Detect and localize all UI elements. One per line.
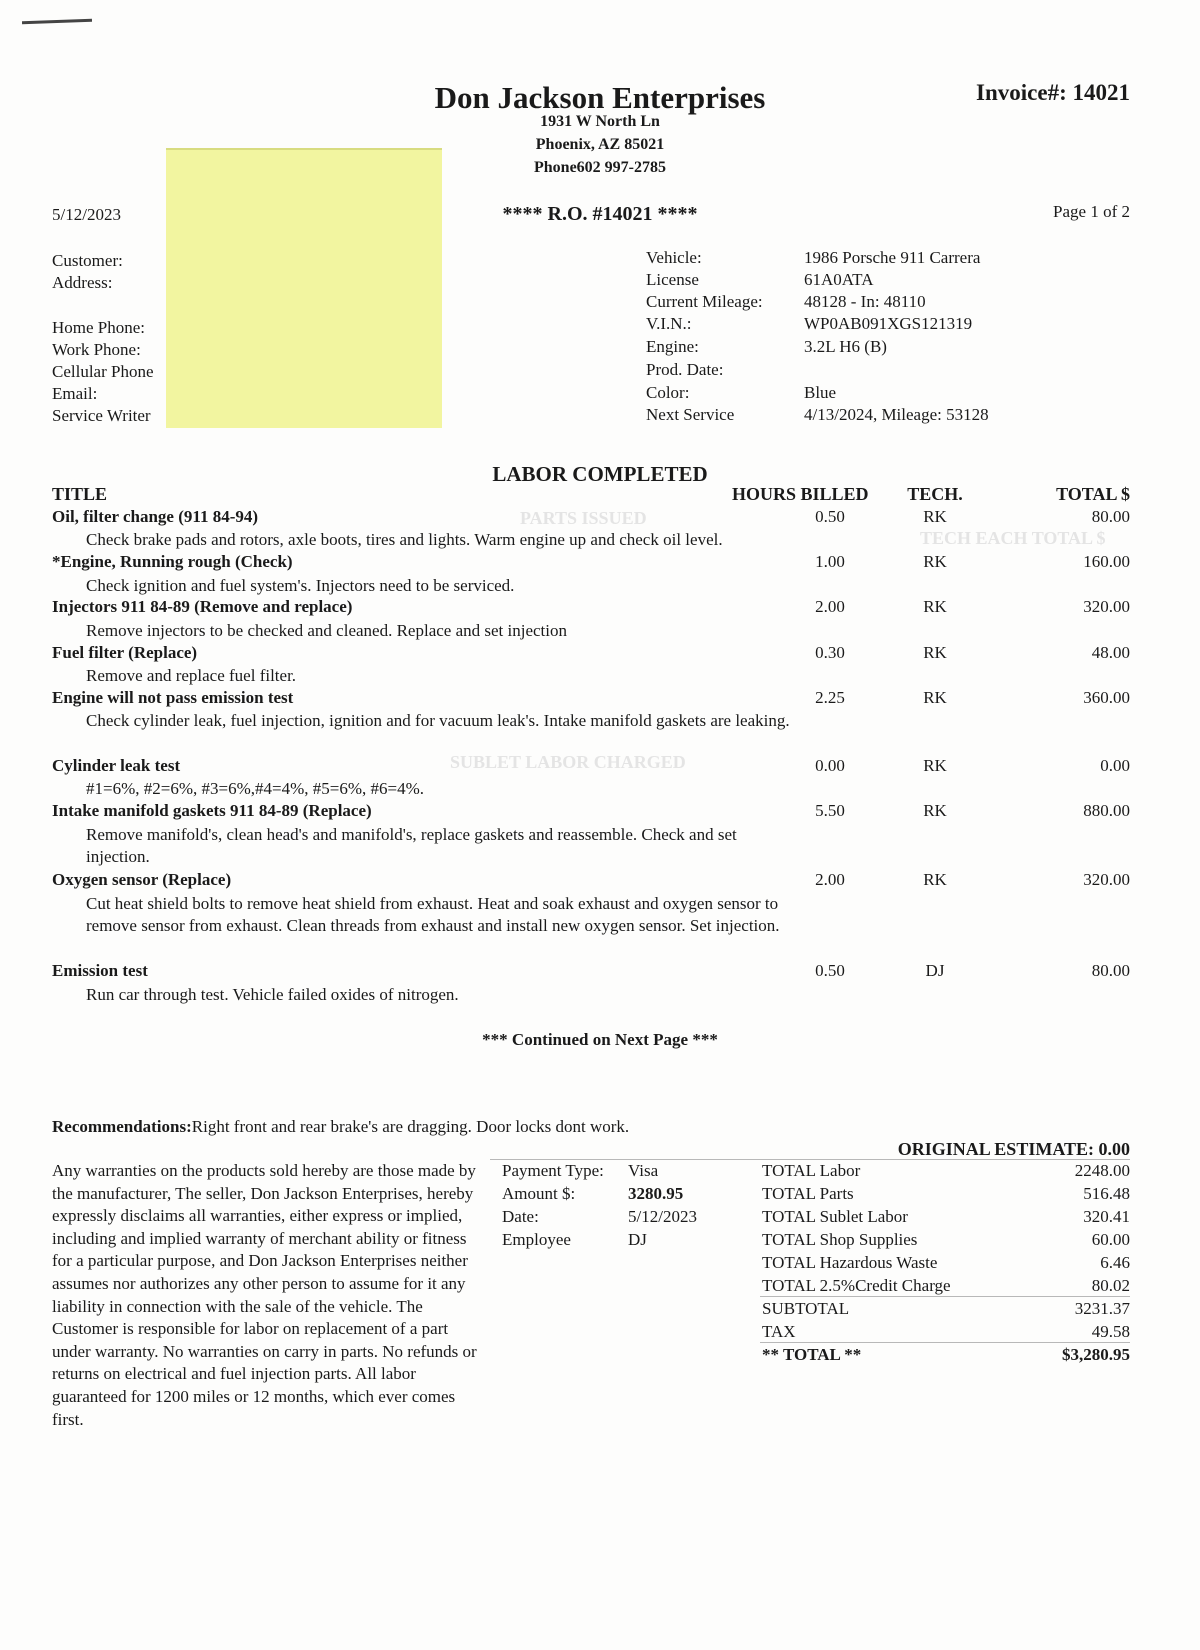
divider — [490, 1159, 1130, 1160]
labor-row-tech: RK — [923, 507, 947, 526]
labor-row-total: 160.00 — [1083, 552, 1130, 571]
divider — [760, 1342, 1130, 1343]
recommendations-text: Right front and rear brake's are dragging. Door locks dont work. — [191, 1117, 630, 1136]
payment-type-label: Payment Type: — [502, 1161, 604, 1180]
total-value: 80.02 — [1091, 1276, 1130, 1295]
labor-row-hours: 2.00 — [815, 597, 845, 616]
labor-row-title: Emission test — [52, 961, 148, 980]
work-phone-label: Work Phone: — [52, 340, 141, 359]
scan-mark — [22, 19, 92, 24]
mileage-value: 48128 - In: 48110 — [804, 292, 926, 311]
prod-date-label: Prod. Date: — [646, 360, 724, 379]
labor-row-tech: RK — [923, 801, 947, 820]
payment-type-value: Visa — [628, 1161, 659, 1180]
labor-row-tech: RK — [923, 756, 947, 775]
warranty-text: Any warranties on the products sold hereby are those made by the manufacturer, The seller, Don Jackson Enterprises, hereby expressly disclaims all warranties, either express or implied, including and implied warranty of merchant ability or fitness for a particular purpose, and Don Jackson Enterprises neither assumes nor authorizes any other person to assume for it any liability in connection with the sale of the vehicle. The Customer is responsible for labor on replacement of a part under warranty. No warranties on carry in parts. No refunds or returns on electrical and fuel injection parts. All labor guaranteed for 1200 miles or 12 months, which ever comes first. — [52, 1161, 477, 1429]
customer-label: Customer: — [52, 251, 123, 270]
labor-row-total: 360.00 — [1083, 688, 1130, 707]
labor-row-desc: Remove injectors to be checked and cleaned. Replace and set injection — [86, 621, 567, 640]
bleed-through-text: PARTS ISSUED — [520, 508, 647, 528]
redaction-sticky-note — [166, 148, 442, 428]
company-city: Phoenix, AZ 85021 — [535, 136, 665, 153]
subtotal-label: SUBTOTAL — [762, 1299, 850, 1318]
labor-row-desc: Remove and replace fuel filter. — [86, 666, 297, 685]
total-value: 6.46 — [1100, 1253, 1130, 1272]
amount-value: 3280.95 — [628, 1184, 684, 1203]
labor-row-tech: RK — [923, 552, 947, 571]
labor-row-tech: RK — [923, 688, 947, 707]
divider — [760, 1296, 1130, 1297]
ro-number: **** R.O. #14021 **** — [502, 203, 698, 225]
labor-row-desc: Remove manifold's, clean head's and manifold's, replace gaskets and reassemble. Check and set injection. — [86, 825, 737, 866]
total-value: 516.48 — [1083, 1184, 1130, 1203]
employee-label: Employee — [502, 1230, 571, 1249]
total-label: TOTAL Shop Supplies — [762, 1230, 918, 1249]
labor-row-total: 320.00 — [1083, 870, 1130, 889]
recommendations-label: Recommendations: — [52, 1117, 192, 1136]
color-label: Color: — [646, 383, 690, 402]
labor-row-hours: 1.00 — [815, 552, 845, 571]
total-value: 320.41 — [1083, 1207, 1130, 1226]
vehicle-value: 1986 Porsche 911 Carrera — [804, 248, 981, 267]
labor-row-title: Cylinder leak test — [52, 756, 181, 775]
total-label: TOTAL Labor — [762, 1161, 861, 1180]
grand-total-value: $3,280.95 — [1062, 1345, 1130, 1364]
labor-row-tech: RK — [923, 870, 947, 889]
bleed-through-text: SUBLET LABOR CHARGED — [450, 752, 686, 772]
labor-row-tech: RK — [923, 643, 947, 662]
labor-row-desc: Cut heat shield bolts to remove heat shield from exhaust. Heat and soak exhaust and oxygen sensor to remove sensor from exhaust. Clean threads from exhaust and install new oxygen sensor. Set injection. — [86, 894, 780, 935]
company-street: 1931 W North Ln — [540, 113, 660, 130]
next-service-value: 4/13/2024, Mileage: 53128 — [804, 405, 989, 424]
license-label: License — [646, 270, 699, 289]
color-value: Blue — [804, 383, 837, 402]
total-value: 2248.00 — [1074, 1161, 1130, 1180]
recommendations — [52, 1117, 629, 1137]
cellular-phone-label: Cellular Phone — [52, 362, 154, 381]
subtotal-value: 3231.37 — [1074, 1299, 1130, 1318]
labor-row-desc: Check ignition and fuel system's. Injectors need to be serviced. — [86, 576, 515, 595]
labor-row-title: Injectors 911 84-89 (Remove and replace) — [52, 597, 353, 616]
labor-row-desc: Check brake pads and rotors, axle boots, tires and lights. Warm engine up and check oil level. — [86, 530, 723, 549]
total-label: TOTAL 2.5%Credit Charge — [762, 1276, 951, 1295]
labor-row-hours: 0.50 — [815, 507, 845, 526]
labor-row-total: 80.00 — [1091, 507, 1130, 526]
labor-row-hours: 0.50 — [815, 961, 845, 980]
employee-value: DJ — [628, 1230, 647, 1249]
grand-total-label: ** TOTAL ** — [762, 1345, 862, 1364]
invoice-number: Invoice#: 14021 — [976, 80, 1130, 105]
original-estimate: ORIGINAL ESTIMATE: 0.00 — [897, 1139, 1130, 1159]
col-header-total: TOTAL $ — [1056, 484, 1130, 504]
col-header-hours: HOURS BILLED — [732, 484, 869, 504]
bleed-through-text: TECH EACH TOTAL $ — [920, 528, 1106, 548]
labor-row-title: *Engine, Running rough (Check) — [52, 552, 293, 571]
labor-row-hours: 0.30 — [815, 643, 845, 662]
labor-row-total: 80.00 — [1091, 961, 1130, 980]
continued-notice: *** Continued on Next Page *** — [482, 1030, 718, 1049]
payment-date-label: Date: — [502, 1207, 539, 1226]
labor-row-title: Engine will not pass emission test — [52, 688, 294, 707]
address-label: Address: — [52, 273, 113, 292]
labor-row-hours: 0.00 — [815, 756, 845, 775]
invoice-date: 5/12/2023 — [52, 205, 121, 224]
company-phone: Phone602 997-2785 — [534, 159, 666, 176]
labor-row-title: Oxygen sensor (Replace) — [52, 870, 232, 889]
vin-value: WP0AB091XGS121319 — [804, 314, 973, 333]
labor-row-total: 320.00 — [1083, 597, 1130, 616]
next-service-label: Next Service — [646, 405, 735, 424]
tax-value: 49.58 — [1091, 1322, 1130, 1341]
service-writer-label: Service Writer — [52, 406, 151, 425]
total-label: TOTAL Sublet Labor — [762, 1207, 908, 1226]
labor-row-title: Intake manifold gaskets 911 84-89 (Replace) — [52, 801, 372, 820]
engine-value: 3.2L H6 (B) — [804, 337, 887, 356]
col-header-tech: TECH. — [907, 484, 963, 504]
payment-date-value: 5/12/2023 — [628, 1207, 697, 1226]
amount-label: Amount $: — [502, 1184, 576, 1203]
tax-label: TAX — [762, 1322, 796, 1341]
col-header-title: TITLE — [52, 484, 108, 504]
company-name: Don Jackson Enterprises — [434, 80, 766, 115]
labor-row-total: 0.00 — [1100, 756, 1130, 775]
sticky-note-edge — [166, 148, 442, 150]
labor-row-hours: 2.00 — [815, 870, 845, 889]
page-indicator: Page 1 of 2 — [1053, 202, 1130, 221]
labor-row-desc: Check cylinder leak, fuel injection, ignition and for vacuum leak's. Intake manifold gaskets are leaking. — [86, 711, 790, 730]
labor-row-desc: #1=6%, #2=6%, #3=6%,#4=4%, #5=6%, #6=4%. — [86, 779, 424, 798]
home-phone-label: Home Phone: — [52, 318, 146, 337]
labor-row-desc: Run car through test. Vehicle failed oxides of nitrogen. — [86, 985, 459, 1004]
labor-row-tech: DJ — [925, 961, 945, 980]
vin-label: V.I.N.: — [646, 314, 692, 333]
labor-row-total: 880.00 — [1083, 801, 1130, 820]
license-value: 61A0ATA — [804, 270, 874, 289]
labor-row-hours: 2.25 — [815, 688, 845, 707]
labor-row-title: Oil, filter change (911 84-94) — [52, 507, 259, 526]
email-label: Email: — [52, 384, 98, 403]
labor-row-hours: 5.50 — [815, 801, 845, 820]
labor-row-title: Fuel filter (Replace) — [52, 643, 198, 662]
vehicle-label: Vehicle: — [646, 248, 702, 267]
total-label: TOTAL Parts — [762, 1184, 854, 1203]
labor-section-title: LABOR COMPLETED — [492, 462, 708, 486]
engine-label: Engine: — [646, 337, 699, 356]
labor-row-tech: RK — [923, 597, 947, 616]
total-label: TOTAL Hazardous Waste — [762, 1253, 938, 1272]
mileage-label: Current Mileage: — [646, 292, 763, 311]
labor-row-total: 48.00 — [1091, 643, 1130, 662]
total-value: 60.00 — [1091, 1230, 1130, 1249]
